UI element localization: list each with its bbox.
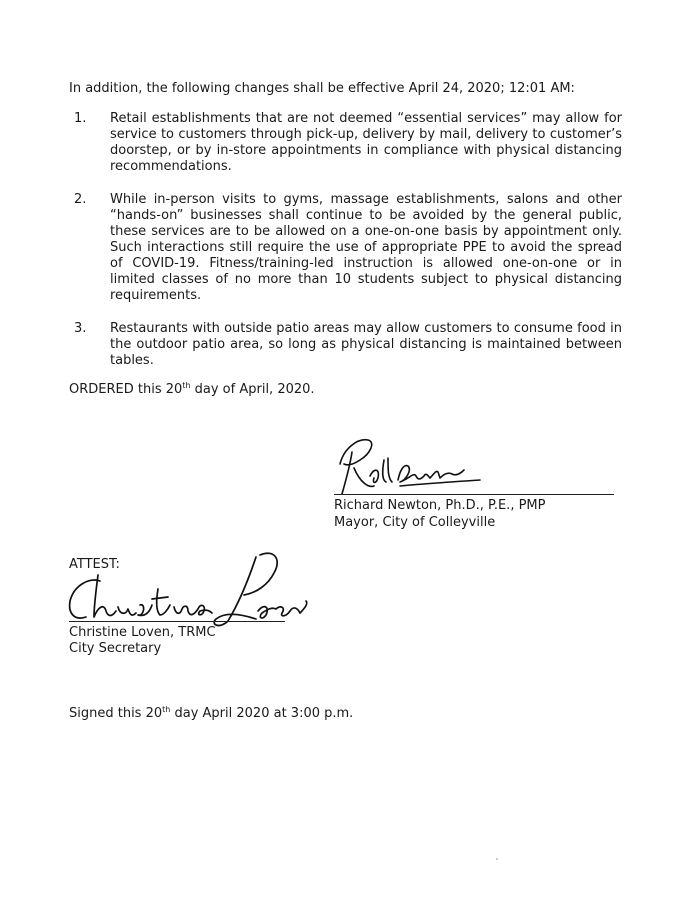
signed-suffix: day April 2020 at 3:00 p.m.	[170, 706, 354, 721]
intro-paragraph: In addition, the following changes shall be effective April 24, 2020; 12:01 AM:	[69, 81, 575, 96]
scan-speck	[496, 858, 498, 860]
secretary-name: Christine Loven, TRMC	[69, 625, 216, 640]
signature-line	[69, 621, 285, 622]
signed-ordinal-suffix: th	[162, 705, 171, 714]
list-item-number: 3.	[74, 321, 87, 336]
attest-label: ATTEST:	[69, 557, 120, 572]
secretary-handwritten-signature	[60, 545, 310, 630]
list-item-text: Restaurants with outside patio areas may allow customers to consume food in the outdoor patio area, so long as physical distancing is maintained between tables.	[110, 321, 622, 368]
list-item-text: While in-person visits to gyms, massage establishments, salons and other “hands-on” businesses shall continue to be avoided by the general public, these services are to be allowed on a one-on-one basis by appointment only. Such interactions still require the use of appropriate PPE to avoid the spread of COVID-19. Fitness/training-led instruction is allowed one-on-one or in limited classes of no more than 10 students subject to physical distancing requirements.	[110, 192, 622, 303]
ordered-prefix: ORDERED this 20	[69, 382, 183, 397]
ordered-statement	[69, 382, 315, 398]
list-item-text: Retail establishments that are not deemed “essential services” may allow for service to customers through pick-up, delivery by mail, delivery to customer’s doorstep, or by in-store appointments in compliance with physical distancing recommendations.	[110, 111, 622, 174]
mayor-name: Richard Newton, Ph.D., P.E., PMP	[334, 498, 546, 513]
signature-line	[334, 494, 614, 495]
mayor-title: Mayor, City of Colleyville	[334, 515, 496, 530]
secretary-title: City Secretary	[69, 641, 162, 656]
mayor-handwritten-signature	[330, 430, 490, 502]
ordered-suffix: day of April, 2020.	[190, 382, 315, 397]
signed-prefix: Signed this 20	[69, 706, 163, 721]
list-item-number: 2.	[74, 192, 87, 207]
list-item-number: 1.	[74, 111, 87, 126]
signed-statement	[69, 706, 353, 722]
ordered-ordinal-suffix: th	[182, 381, 191, 390]
